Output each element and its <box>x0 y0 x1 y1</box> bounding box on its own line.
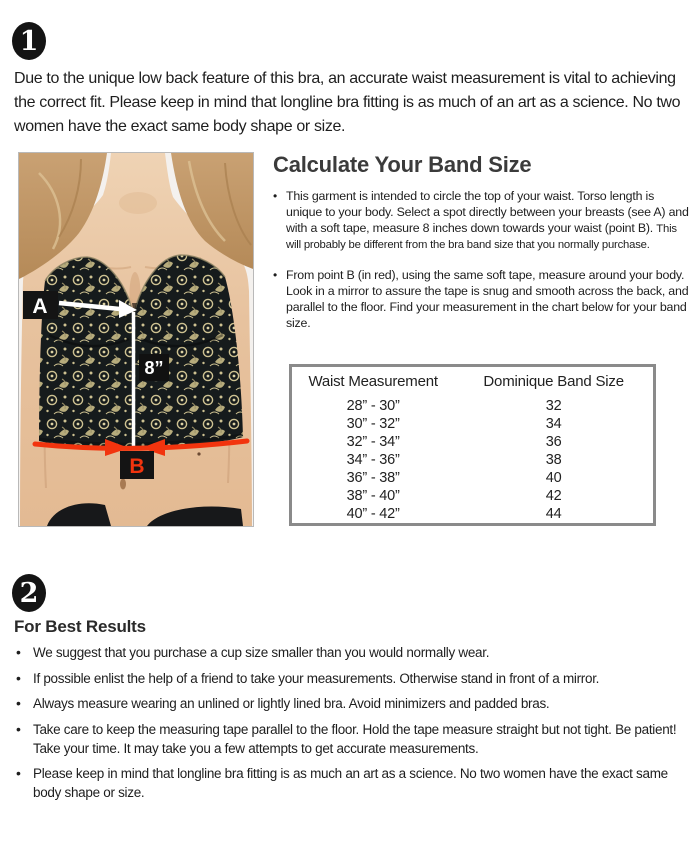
band-size-cell: 40 <box>545 470 562 486</box>
measurement-photo <box>18 152 254 527</box>
waist-range-cell: 40” - 42” <box>346 506 400 522</box>
band-size-bullet-1-text <box>286 189 693 254</box>
best-results-item <box>16 694 692 713</box>
bullet-dot: • <box>16 695 21 711</box>
bullet-dot: • <box>273 189 278 203</box>
table-header-row <box>291 366 655 398</box>
table-row <box>291 469 655 487</box>
best-results-item-text: Take care to keep the measuring tape parallel to the floor. Hold the tape measure straight but not tight. Be patient! Take your time. It may take you a few attempts to get accurate measurements. <box>33 721 677 756</box>
band-size-instructions <box>273 189 693 331</box>
table-row <box>291 487 655 505</box>
waist-range-cell: 32” - 34” <box>346 434 400 450</box>
best-results-item <box>16 669 692 688</box>
band-size-bullet-1 <box>273 189 693 254</box>
table-row <box>291 433 655 451</box>
band-size-table <box>289 364 656 526</box>
band-size-bullet-2-text: From point B (in red), using the same soft tape, measure around your body. Look in a mirror to assure the tape is snug and smooth across the back, and parallel to the floor. Find your measurement in the chart below for your band size. <box>286 268 689 330</box>
step-1-number: 1 <box>19 25 39 57</box>
band-size-bullet-2 <box>273 268 693 331</box>
band-size-cell: 32 <box>545 398 562 414</box>
point-a-label: A <box>32 295 48 318</box>
best-results-heading: For Best Results <box>14 617 146 636</box>
best-results-item-text: Please keep in mind that longline bra fitting is as much an art as a science. No two women have the exact same body shape or size. <box>33 766 668 800</box>
bullet-1-note-text: This will probably be different from the bra band size that you normally purchase. <box>286 222 677 252</box>
bullet-dot: • <box>273 268 278 283</box>
measure-label: 8” <box>144 358 164 378</box>
annotated-bustier-figure <box>19 153 253 526</box>
waist-range-cell: 28” - 30” <box>346 398 400 414</box>
intro-paragraph: Due to the unique low back feature of this bra, an accurate waist measurement is vital to achieving the correct fit. Please keep in mind that longline bra fitting is as much of an art as a science. No two women have the exact same body shape or size. <box>14 70 681 135</box>
waist-measurement-header: Waist Measurement <box>308 373 438 390</box>
band-size-cell: 44 <box>545 506 562 522</box>
best-results-item <box>16 643 692 662</box>
best-results-item-text: We suggest that you purchase a cup size smaller than you would normally wear. <box>33 645 490 660</box>
band-size-header: Dominique Band Size <box>483 373 624 390</box>
table-row <box>291 505 655 525</box>
bullet-1-main-text: This garment is intended to circle the top of your waist. Torso length is unique to your body. Select a spot directly between your breasts (see A) and with a soft tape, measure 8 inches down towards your waist (point B). <box>286 189 689 235</box>
band-size-cell: 36 <box>545 434 562 450</box>
band-size-cell: 42 <box>545 488 562 504</box>
step-2-number: 2 <box>19 577 39 609</box>
waist-range-cell: 38” - 40” <box>346 488 400 504</box>
table-row <box>291 397 655 415</box>
step-2-badge <box>12 574 46 612</box>
bullet-dot: • <box>16 720 21 737</box>
waist-range-cell: 30” - 32” <box>346 416 400 432</box>
best-results-item-text: If possible enlist the help of a friend to take your measurements. Otherwise stand in front of a mirror. <box>33 670 600 686</box>
band-size-heading: Calculate Your Band Size <box>273 152 532 177</box>
best-results-item <box>16 720 692 758</box>
best-results-list <box>16 643 692 809</box>
navel <box>120 479 126 490</box>
table-row <box>291 415 655 433</box>
bullet-dot: • <box>16 765 21 781</box>
waist-range-cell: 36” - 38” <box>346 470 400 486</box>
step-1-badge <box>12 22 46 60</box>
bullet-dot: • <box>16 669 21 686</box>
band-size-cell: 38 <box>545 452 562 468</box>
point-b-label: B <box>129 455 145 478</box>
best-results-item <box>16 764 692 802</box>
band-size-column <box>273 152 693 345</box>
bullet-dot: • <box>16 644 21 660</box>
band-size-cell: 34 <box>545 416 562 432</box>
waist-range-cell: 34” - 36” <box>346 452 400 468</box>
table-row <box>291 451 655 469</box>
best-results-item-text: Always measure wearing an unlined or lightly lined bra. Avoid minimizers and padded bras. <box>33 696 550 711</box>
